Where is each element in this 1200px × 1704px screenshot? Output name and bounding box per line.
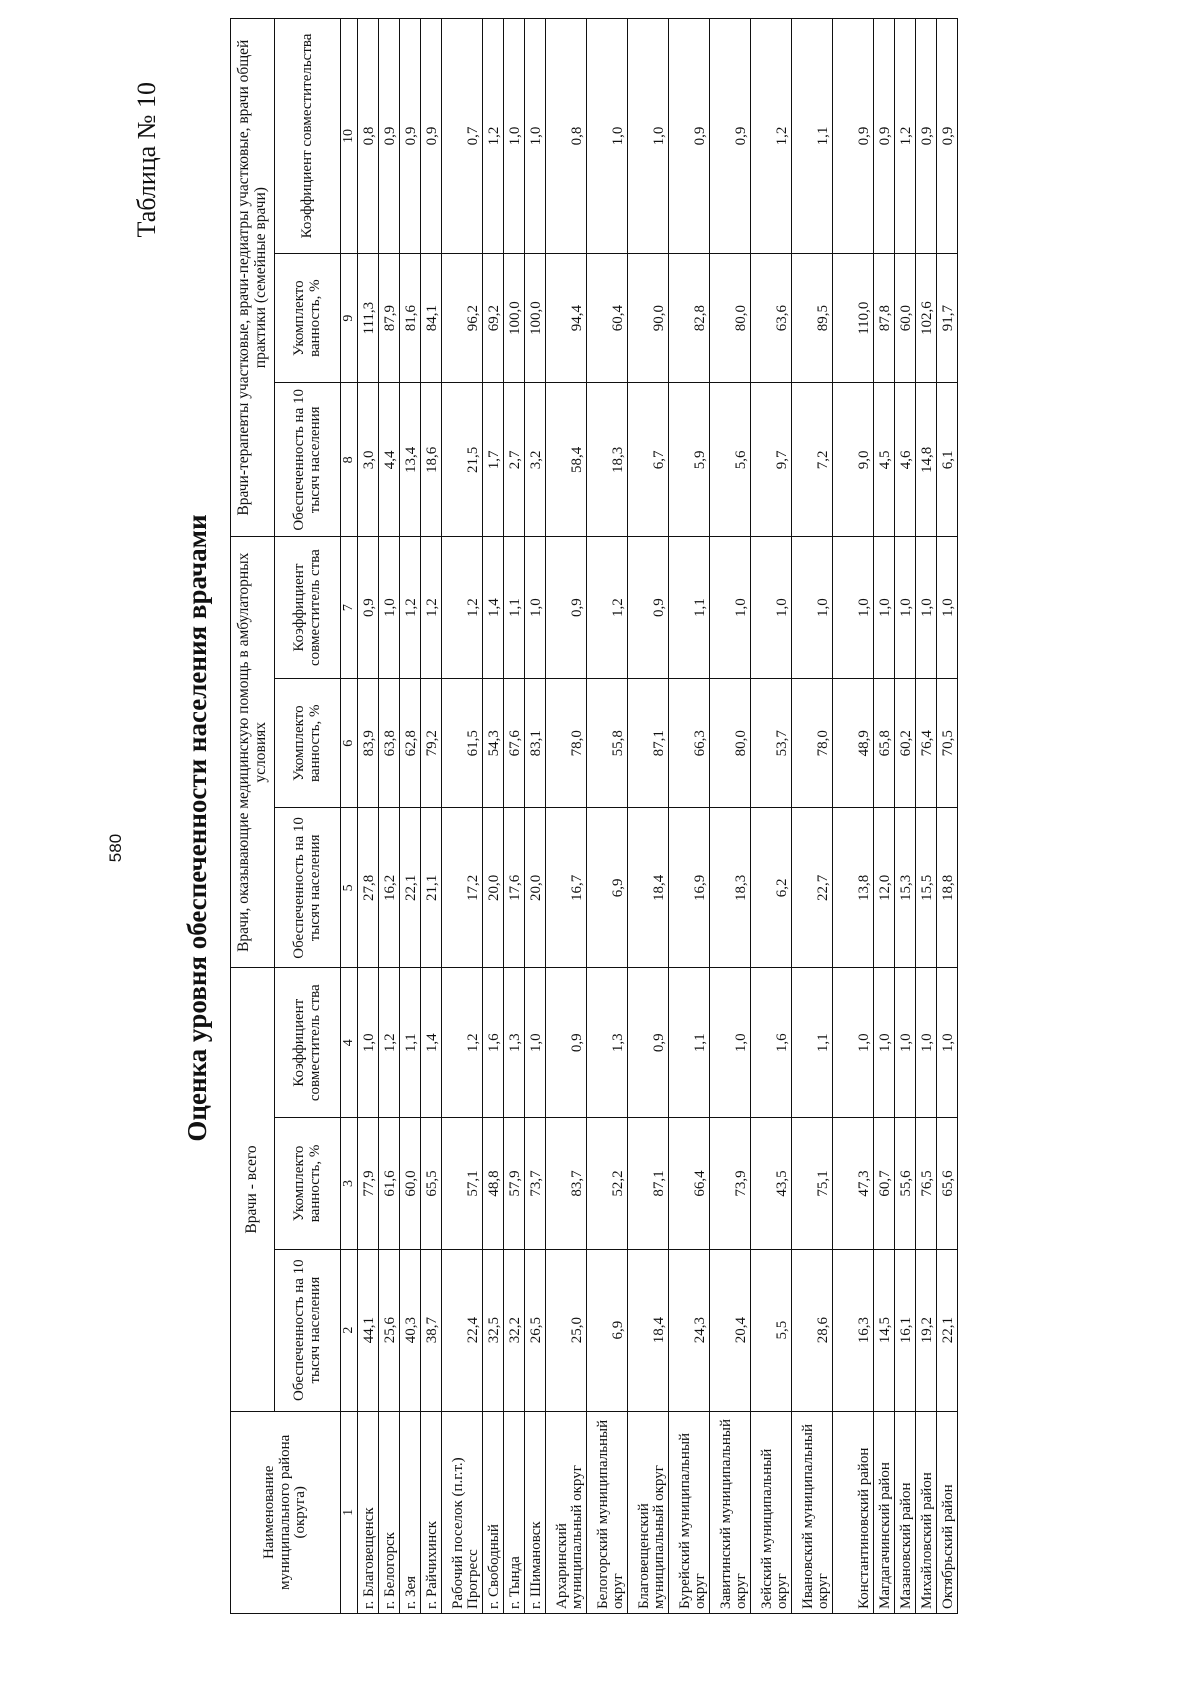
- table-cell: 61,5: [442, 678, 483, 808]
- table-cell: 15,3: [895, 808, 916, 968]
- header-sub-col: Коэффициент совместительства: [275, 19, 341, 254]
- table-cell: 6,9: [587, 1249, 628, 1411]
- table-cell: 4,4: [379, 383, 400, 537]
- table-cell: 83,9: [358, 678, 379, 808]
- table-cell: 0,9: [358, 537, 379, 679]
- table-cell: 20,4: [710, 1249, 751, 1411]
- table-row: [628, 19, 669, 1614]
- column-index: 3: [341, 1118, 358, 1250]
- table-cell: 66,4: [669, 1118, 710, 1250]
- table-cell: 16,7: [546, 808, 587, 968]
- table-cell: 20,0: [525, 808, 546, 968]
- table-cell: 25,6: [379, 1249, 400, 1411]
- municipality-name: Завитинский муниципальный округ: [710, 1411, 751, 1613]
- table-cell: 9,0: [833, 383, 874, 537]
- table-cell: 58,4: [546, 383, 587, 537]
- table-row: [792, 19, 833, 1614]
- table-cell: 1,1: [669, 968, 710, 1118]
- table-cell: 13,8: [833, 808, 874, 968]
- table-cell: 1,2: [421, 537, 442, 679]
- table-cell: 0,9: [546, 537, 587, 679]
- table-cell: 18,8: [937, 808, 958, 968]
- table-row: [916, 19, 937, 1614]
- table-cell: 65,6: [937, 1118, 958, 1250]
- header-sub-col: Коэффициент совместитель ства: [275, 537, 341, 679]
- table-cell: 14,8: [916, 383, 937, 537]
- table-row: [833, 19, 874, 1614]
- table-cell: 1,4: [421, 968, 442, 1118]
- header-group-primary-care: Врачи-терапевты участковые, врачи-педиатры участковые, врачи общей практики (семейные врачи): [231, 19, 275, 537]
- table-cell: 6,1: [937, 383, 958, 537]
- table-cell: 18,3: [710, 808, 751, 968]
- column-index: 7: [341, 537, 358, 679]
- table-cell: 21,1: [421, 808, 442, 968]
- table-cell: 1,1: [504, 537, 525, 679]
- column-index: 5: [341, 808, 358, 968]
- table-cell: 15,5: [916, 808, 937, 968]
- table-cell: 1,0: [895, 968, 916, 1118]
- table-cell: 1,0: [358, 968, 379, 1118]
- table-cell: 62,8: [400, 678, 421, 808]
- table-row: [587, 19, 628, 1614]
- header-group-all-doctors: Врачи - всего: [231, 968, 275, 1411]
- table-cell: 0,9: [710, 19, 751, 254]
- table-cell: 78,0: [546, 678, 587, 808]
- table-row: [895, 19, 916, 1614]
- table-cell: 6,2: [751, 808, 792, 968]
- municipality-name: г. Тында: [504, 1411, 525, 1613]
- municipality-name: Константиновский район: [833, 1411, 874, 1613]
- table-cell: 1,0: [937, 537, 958, 679]
- table-cell: 60,7: [874, 1118, 895, 1250]
- column-index: 8: [341, 383, 358, 537]
- table-cell: 87,1: [628, 1118, 669, 1250]
- municipality-name: Благовещенский муниципальный округ: [628, 1411, 669, 1613]
- table-cell: 1,1: [400, 968, 421, 1118]
- municipality-name: Октябрьский район: [937, 1411, 958, 1613]
- municipality-name: г. Райчихинск: [421, 1411, 442, 1613]
- table-cell: 60,0: [400, 1118, 421, 1250]
- table-cell: 83,1: [525, 678, 546, 808]
- municipality-name: г. Шимановск: [525, 1411, 546, 1613]
- table-cell: 1,3: [587, 968, 628, 1118]
- header-sub-col: Обеспеченность на 10 тысяч населения: [275, 1249, 341, 1411]
- table-cell: 80,0: [710, 678, 751, 808]
- table-cell: 1,0: [525, 19, 546, 254]
- table-cell: 1,2: [483, 19, 504, 254]
- municipality-name: г. Свободный: [483, 1411, 504, 1613]
- table-cell: 1,0: [874, 968, 895, 1118]
- table-cell: 16,1: [895, 1249, 916, 1411]
- table-cell: 75,1: [792, 1118, 833, 1250]
- table-cell: 1,0: [833, 968, 874, 1118]
- table-cell: 1,1: [669, 537, 710, 679]
- table-cell: 1,6: [483, 968, 504, 1118]
- table-cell: 82,8: [669, 253, 710, 383]
- table-cell: 0,7: [442, 19, 483, 254]
- table-cell: 38,7: [421, 1249, 442, 1411]
- table-cell: 54,3: [483, 678, 504, 808]
- table-cell: 83,7: [546, 1118, 587, 1250]
- table-row: [483, 19, 504, 1614]
- table-cell: 16,3: [833, 1249, 874, 1411]
- table-cell: 53,7: [751, 678, 792, 808]
- table-cell: 1,0: [916, 968, 937, 1118]
- municipality-name: Ивановский муниципальный округ: [792, 1411, 833, 1613]
- table-cell: 1,0: [895, 537, 916, 679]
- table-cell: 0,9: [916, 19, 937, 254]
- table-cell: 9,7: [751, 383, 792, 537]
- table-row: [504, 19, 525, 1614]
- table-cell: 77,9: [358, 1118, 379, 1250]
- table-cell: 90,0: [628, 253, 669, 383]
- municipality-name: Рабочий поселок (п.г.т.) Прогресс: [442, 1411, 483, 1613]
- header-sub-col: Укомплекто ванность, %: [275, 253, 341, 383]
- table-cell: 1,0: [874, 537, 895, 679]
- table-cell: 1,0: [379, 537, 400, 679]
- table-cell: 1,0: [916, 537, 937, 679]
- table-cell: 26,5: [525, 1249, 546, 1411]
- table-cell: 20,0: [483, 808, 504, 968]
- table-cell: 5,5: [751, 1249, 792, 1411]
- table-cell: 73,7: [525, 1118, 546, 1250]
- table-cell: 102,6: [916, 253, 937, 383]
- table-cell: 87,1: [628, 678, 669, 808]
- table-cell: 1,0: [525, 968, 546, 1118]
- table-cell: 1,1: [792, 19, 833, 254]
- table-cell: 0,9: [628, 968, 669, 1118]
- table-cell: 63,8: [379, 678, 400, 808]
- municipality-name: Белогорский муниципальный округ: [587, 1411, 628, 1613]
- table-cell: 52,2: [587, 1118, 628, 1250]
- column-index: 10: [341, 19, 358, 254]
- header-sub-col: Коэффициент совместитель ства: [275, 968, 341, 1118]
- column-index: 4: [341, 968, 358, 1118]
- table-cell: 0,9: [833, 19, 874, 254]
- municipality-name: г. Белогорск: [379, 1411, 400, 1613]
- table-cell: 0,9: [669, 19, 710, 254]
- page-number: 580: [106, 833, 125, 863]
- table-cell: 22,4: [442, 1249, 483, 1411]
- column-index: 9: [341, 253, 358, 383]
- table-cell: 70,5: [937, 678, 958, 808]
- table-cell: 60,4: [587, 253, 628, 383]
- table-cell: 0,9: [546, 968, 587, 1118]
- table-cell: 1,0: [504, 19, 525, 254]
- column-index: 1: [341, 1411, 358, 1613]
- table-cell: 87,8: [874, 253, 895, 383]
- table-cell: 89,5: [792, 253, 833, 383]
- table-cell: 14,5: [874, 1249, 895, 1411]
- table-cell: 78,0: [792, 678, 833, 808]
- table-label: Таблица № 10: [132, 82, 161, 238]
- header-sub-col: Укомплекто ванность, %: [275, 1118, 341, 1250]
- table-cell: 18,6: [421, 383, 442, 537]
- table-cell: 4,5: [874, 383, 895, 537]
- table-cell: 28,6: [792, 1249, 833, 1411]
- table-row: [442, 19, 483, 1614]
- table-cell: 1,2: [400, 537, 421, 679]
- column-index: 6: [341, 678, 358, 808]
- table-cell: 111,3: [358, 253, 379, 383]
- table-cell: 94,4: [546, 253, 587, 383]
- table-cell: 91,7: [937, 253, 958, 383]
- table-cell: 27,8: [358, 808, 379, 968]
- table-cell: 18,4: [628, 1249, 669, 1411]
- header-group-outpatient: Врачи, оказывающие медицинскую помощь в амбулаторных условиях: [231, 537, 275, 968]
- table-cell: 13,4: [400, 383, 421, 537]
- table-cell: 73,9: [710, 1118, 751, 1250]
- table-cell: 1,0: [833, 537, 874, 679]
- table-row: [669, 19, 710, 1614]
- table-cell: 47,3: [833, 1118, 874, 1250]
- document-title: Оценка уровня обеспеченности населения врачами: [182, 514, 212, 1142]
- table-cell: 63,6: [751, 253, 792, 383]
- table-cell: 0,9: [874, 19, 895, 254]
- table-cell: 0,9: [400, 19, 421, 254]
- table-cell: 87,9: [379, 253, 400, 383]
- table-body: [358, 19, 958, 1614]
- table-cell: 1,0: [792, 537, 833, 679]
- table-cell: 17,2: [442, 808, 483, 968]
- table-cell: 100,0: [504, 253, 525, 383]
- rotated-page: [120, 28, 1080, 1628]
- table-cell: 76,5: [916, 1118, 937, 1250]
- table-cell: 2,7: [504, 383, 525, 537]
- table-cell: 60,0: [895, 253, 916, 383]
- table-cell: 1,0: [587, 19, 628, 254]
- municipality-name: Михайловский район: [916, 1411, 937, 1613]
- table-row: [937, 19, 958, 1614]
- table-row: [710, 19, 751, 1614]
- table-cell: 66,3: [669, 678, 710, 808]
- table-cell: 40,3: [400, 1249, 421, 1411]
- municipality-name: Бурейский муниципальный округ: [669, 1411, 710, 1613]
- table-cell: 110,0: [833, 253, 874, 383]
- table-cell: 65,8: [874, 678, 895, 808]
- table-cell: 12,0: [874, 808, 895, 968]
- table-cell: 69,2: [483, 253, 504, 383]
- table-cell: 1,2: [587, 537, 628, 679]
- table-cell: 43,5: [751, 1118, 792, 1250]
- table-cell: 55,6: [895, 1118, 916, 1250]
- table-cell: 1,0: [710, 968, 751, 1118]
- table-cell: 1,0: [937, 968, 958, 1118]
- table-cell: 81,6: [400, 253, 421, 383]
- table-cell: 76,4: [916, 678, 937, 808]
- table-cell: 44,1: [358, 1249, 379, 1411]
- municipality-name: Зейский муниципальный округ: [751, 1411, 792, 1613]
- table-cell: 1,4: [483, 537, 504, 679]
- table-cell: 16,9: [669, 808, 710, 968]
- table-cell: 48,9: [833, 678, 874, 808]
- table-cell: 3,2: [525, 383, 546, 537]
- table-cell: 57,9: [504, 1118, 525, 1250]
- table-row: [400, 19, 421, 1614]
- table-cell: 1,2: [379, 968, 400, 1118]
- table-row: [358, 19, 379, 1614]
- municipality-name: Магдагачинский район: [874, 1411, 895, 1613]
- table-cell: 5,6: [710, 383, 751, 537]
- table-cell: 61,6: [379, 1118, 400, 1250]
- municipality-name: г. Благовещенск: [358, 1411, 379, 1613]
- table-cell: 6,9: [587, 808, 628, 968]
- table-cell: 1,0: [525, 537, 546, 679]
- table-cell: 1,3: [504, 968, 525, 1118]
- table-cell: 0,9: [421, 19, 442, 254]
- header-name-col: Наименование муниципального района (округа): [231, 1411, 341, 1613]
- municipality-name: г. Зея: [400, 1411, 421, 1613]
- header-sub-col: Обеспеченность на 10 тысяч населения: [275, 383, 341, 537]
- table-cell: 48,8: [483, 1118, 504, 1250]
- table-cell: 18,4: [628, 808, 669, 968]
- table-cell: 22,7: [792, 808, 833, 968]
- table-cell: 79,2: [421, 678, 442, 808]
- table-cell: 6,7: [628, 383, 669, 537]
- table-cell: 0,9: [628, 537, 669, 679]
- table-cell: 60,2: [895, 678, 916, 808]
- table-cell: 32,5: [483, 1249, 504, 1411]
- table-cell: 0,9: [379, 19, 400, 254]
- table-cell: 22,1: [937, 1249, 958, 1411]
- table-row: [379, 19, 400, 1614]
- table-cell: 84,1: [421, 253, 442, 383]
- table-cell: 1,1: [792, 968, 833, 1118]
- table-cell: 25,0: [546, 1249, 587, 1411]
- table-cell: 5,9: [669, 383, 710, 537]
- table-cell: 16,2: [379, 808, 400, 968]
- table-cell: 19,2: [916, 1249, 937, 1411]
- table-cell: 1,0: [628, 19, 669, 254]
- column-index: 2: [341, 1249, 358, 1411]
- table-cell: 18,3: [587, 383, 628, 537]
- table-cell: 4,6: [895, 383, 916, 537]
- municipality-name: Мазановский район: [895, 1411, 916, 1613]
- table-cell: 1,2: [895, 19, 916, 254]
- table-cell: 21,5: [442, 383, 483, 537]
- table-row: [874, 19, 895, 1614]
- table-cell: 1,6: [751, 968, 792, 1118]
- table-cell: 55,8: [587, 678, 628, 808]
- table-cell: 1,0: [710, 537, 751, 679]
- table-cell: 67,6: [504, 678, 525, 808]
- physicians-table: [230, 18, 958, 1614]
- municipality-name: Архаринский муниципальный округ: [546, 1411, 587, 1613]
- table-cell: 80,0: [710, 253, 751, 383]
- table-cell: 65,5: [421, 1118, 442, 1250]
- table-cell: 96,2: [442, 253, 483, 383]
- table-row: [751, 19, 792, 1614]
- table-cell: 1,7: [483, 383, 504, 537]
- table-cell: 0,8: [358, 19, 379, 254]
- table-cell: 1,2: [751, 19, 792, 254]
- table-cell: 57,1: [442, 1118, 483, 1250]
- table-row: [546, 19, 587, 1614]
- table-cell: 7,2: [792, 383, 833, 537]
- table-cell: 1,0: [751, 537, 792, 679]
- header-sub-col: Укомплекто ванность, %: [275, 678, 341, 808]
- table-cell: 0,9: [937, 19, 958, 254]
- table-cell: 24,3: [669, 1249, 710, 1411]
- table-cell: 32,2: [504, 1249, 525, 1411]
- table-cell: 0,8: [546, 19, 587, 254]
- table-row: [421, 19, 442, 1614]
- table-cell: 100,0: [525, 253, 546, 383]
- table-cell: 1,2: [442, 968, 483, 1118]
- table-cell: 22,1: [400, 808, 421, 968]
- table-cell: 3,0: [358, 383, 379, 537]
- header-sub-col: Обеспеченность на 10 тысяч населения: [275, 808, 341, 968]
- table-row: [525, 19, 546, 1614]
- table-cell: 1,2: [442, 537, 483, 679]
- table-cell: 17,6: [504, 808, 525, 968]
